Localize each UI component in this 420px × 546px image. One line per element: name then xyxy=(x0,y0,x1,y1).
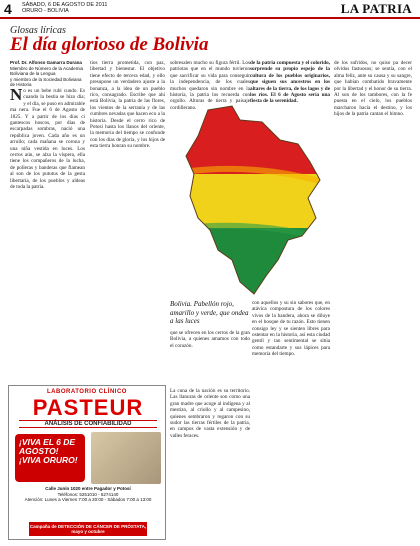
article-headline: El día glorioso de Bolivia xyxy=(10,34,209,55)
ad-hours: Atención: Lunes a Viernes 7:00 a 20:00 - Sábados 7:00 a 13:00 xyxy=(24,497,152,502)
ad-contact-info xyxy=(15,486,161,503)
byline-line: Boliviana de la Lengua xyxy=(10,71,56,76)
article-column-3-continued xyxy=(170,330,250,388)
ad-promo-box: ¡VIVA EL 6 DE AGOSTO! ¡VIVA ORURO! xyxy=(15,434,85,482)
article-column-4-lower xyxy=(252,300,330,538)
newspaper-masthead: LA PATRIA xyxy=(340,1,412,16)
ad-address: Calle Junín 1020 entre Pagador y Potosí xyxy=(45,486,131,491)
section-label: Glosas líricas xyxy=(10,25,66,36)
date: SÁBADO, 6 DE AGOSTO DE 2011 xyxy=(22,2,108,8)
paragraph: que se ofrecen en los cerros de la gran Bolivia, a quienes amamos con todo el corazón. xyxy=(170,330,250,349)
dateline xyxy=(22,2,107,14)
article-column-2 xyxy=(90,60,165,380)
article-column-3-lower xyxy=(170,388,250,538)
paragraph: La cuna de la nación es su territorio. Las llanuras de oriente son como una gran madre que acoge al indígena y al mestizo, al criollo y al campesino, quienes sembraron y regaron con su sudor las tierras fértiles de la patria, en campos de vasta extensión y de valles feraces. xyxy=(170,388,250,439)
paragraph: de los sufridos, no quiso pa decer olvidos fastuosos; se sentía, con el alma feliz, ante su causa y su sangre, que habían combatido bravamente por la libertad y el honor de su tierra. Al son de los tambores, con la fe puesta en el cielo, los pueblos marcharon hacia el destino, y los hijos de la patria cantan el himno. xyxy=(334,60,412,118)
map-illustration xyxy=(170,100,330,300)
map-caption: Bolivia. Pabellón rojo, amarillo y verde, que ondea a las luces xyxy=(170,300,249,325)
ad-campaign-banner: Campaña de DETECCIÓN DE CÁNCER DE PRÓSTATA, mayo y octubre xyxy=(29,524,147,534)
ad-brand-name: PASTEUR xyxy=(32,395,144,420)
page-number: 4 xyxy=(4,1,12,17)
paragraph: sobresalen mucho su figura fértil. Los patriotas que en el mundo tuvieron que sacrificar su vida para conseguir la independencia, de los cuales muchos quedaron sin nombre en la historia, la patria los recuerda con orgullo. Alturas de tierra y paisaje cordillerano. xyxy=(170,60,250,111)
advertisement-laboratorio-pasteur[interactable] xyxy=(8,385,166,540)
ad-lab-label: LABORATORIO CLÍNICO xyxy=(47,389,127,395)
byline xyxy=(10,60,84,88)
ad-tagline: ANÁLISIS DE CONFIABILIDAD xyxy=(19,420,157,428)
location: ORURO - BOLIVIA xyxy=(22,8,69,14)
byline-line: y miembro de la Sociedad Boliviana xyxy=(10,76,82,82)
article-column-5 xyxy=(334,60,412,540)
drop-cap: N xyxy=(10,85,23,104)
author-name: Prof. Dr. Alfonso Gamarra Durana xyxy=(10,60,82,65)
header-divider xyxy=(0,17,420,19)
byline-line: Miembro de Número de la Academia xyxy=(10,65,84,71)
byline-line: de Historia xyxy=(10,82,32,87)
ad-phone: Teléfonos: 5251010 - 5274140 xyxy=(57,491,119,497)
article-column-4 xyxy=(250,60,330,105)
article-column-3 xyxy=(170,60,250,111)
paragraph: o es un bebe rubi cundo. Es cuando la bestia se hizo día; y el día, se puso en admirable ma nera. Fue el 6 de Agosto de 1825. Y a partir de los días ci gantescos hoscos, por días de escarpadas sombras, nació una república joven. Cada año es un arrullo; cada mañana se corona y una niña vestida en luces. Los cerros aún, se alza la víspera, ella tiene los compañeros de la lucha, de polleras y banderas que flamean al son de los pututus de la gesta libertaria, de los pueblos y aldeas de toda la patria. xyxy=(10,88,85,191)
page-header xyxy=(0,0,420,18)
paragraph: tios tierra prometida, con paz, libertad y bienestar. El objetivo tiene efecto de tercera edad, y ello presupone un verdadero ajuste a la bonanza, a la idea de un pueblo rico, consagrado. Escribe que ahí está Bolivia, la patria de las flores, los vientos de la serranía y de las cumbres nevadas que hacen eco a la historia. Desde el cerro rico de Potosí hasta los llanos del oriente, la memoria del tiempo se confunde con los días de gloria, y los hijos de esta tierra honran su nombre. xyxy=(90,60,165,150)
paragraph: de la patria compuesta y el colorido, sorprende su propio espejo de la cultura de los pueblos originarios, que siguen sus ancestros en los altares de la tierra, de los lagos y de los ríos. El 6 de Agosto sería una fiesta de la serenidad. xyxy=(250,60,330,105)
paragraph: con aquellos y su sin sabores que, en atávica compostura de los colores vivos de la bandera, ahora se diluye en el bosque de tu razón. Esto tienen consigo ley y se sienten libres para ostentar en la historia, así esta ciudad gentil y tan sentimental se sitúa como estandarte y sus lápices para memoria del tiempo. xyxy=(252,300,330,358)
ad-photo xyxy=(91,432,161,484)
bolivia-flag-map xyxy=(170,100,330,300)
article-column-1 xyxy=(10,85,85,380)
